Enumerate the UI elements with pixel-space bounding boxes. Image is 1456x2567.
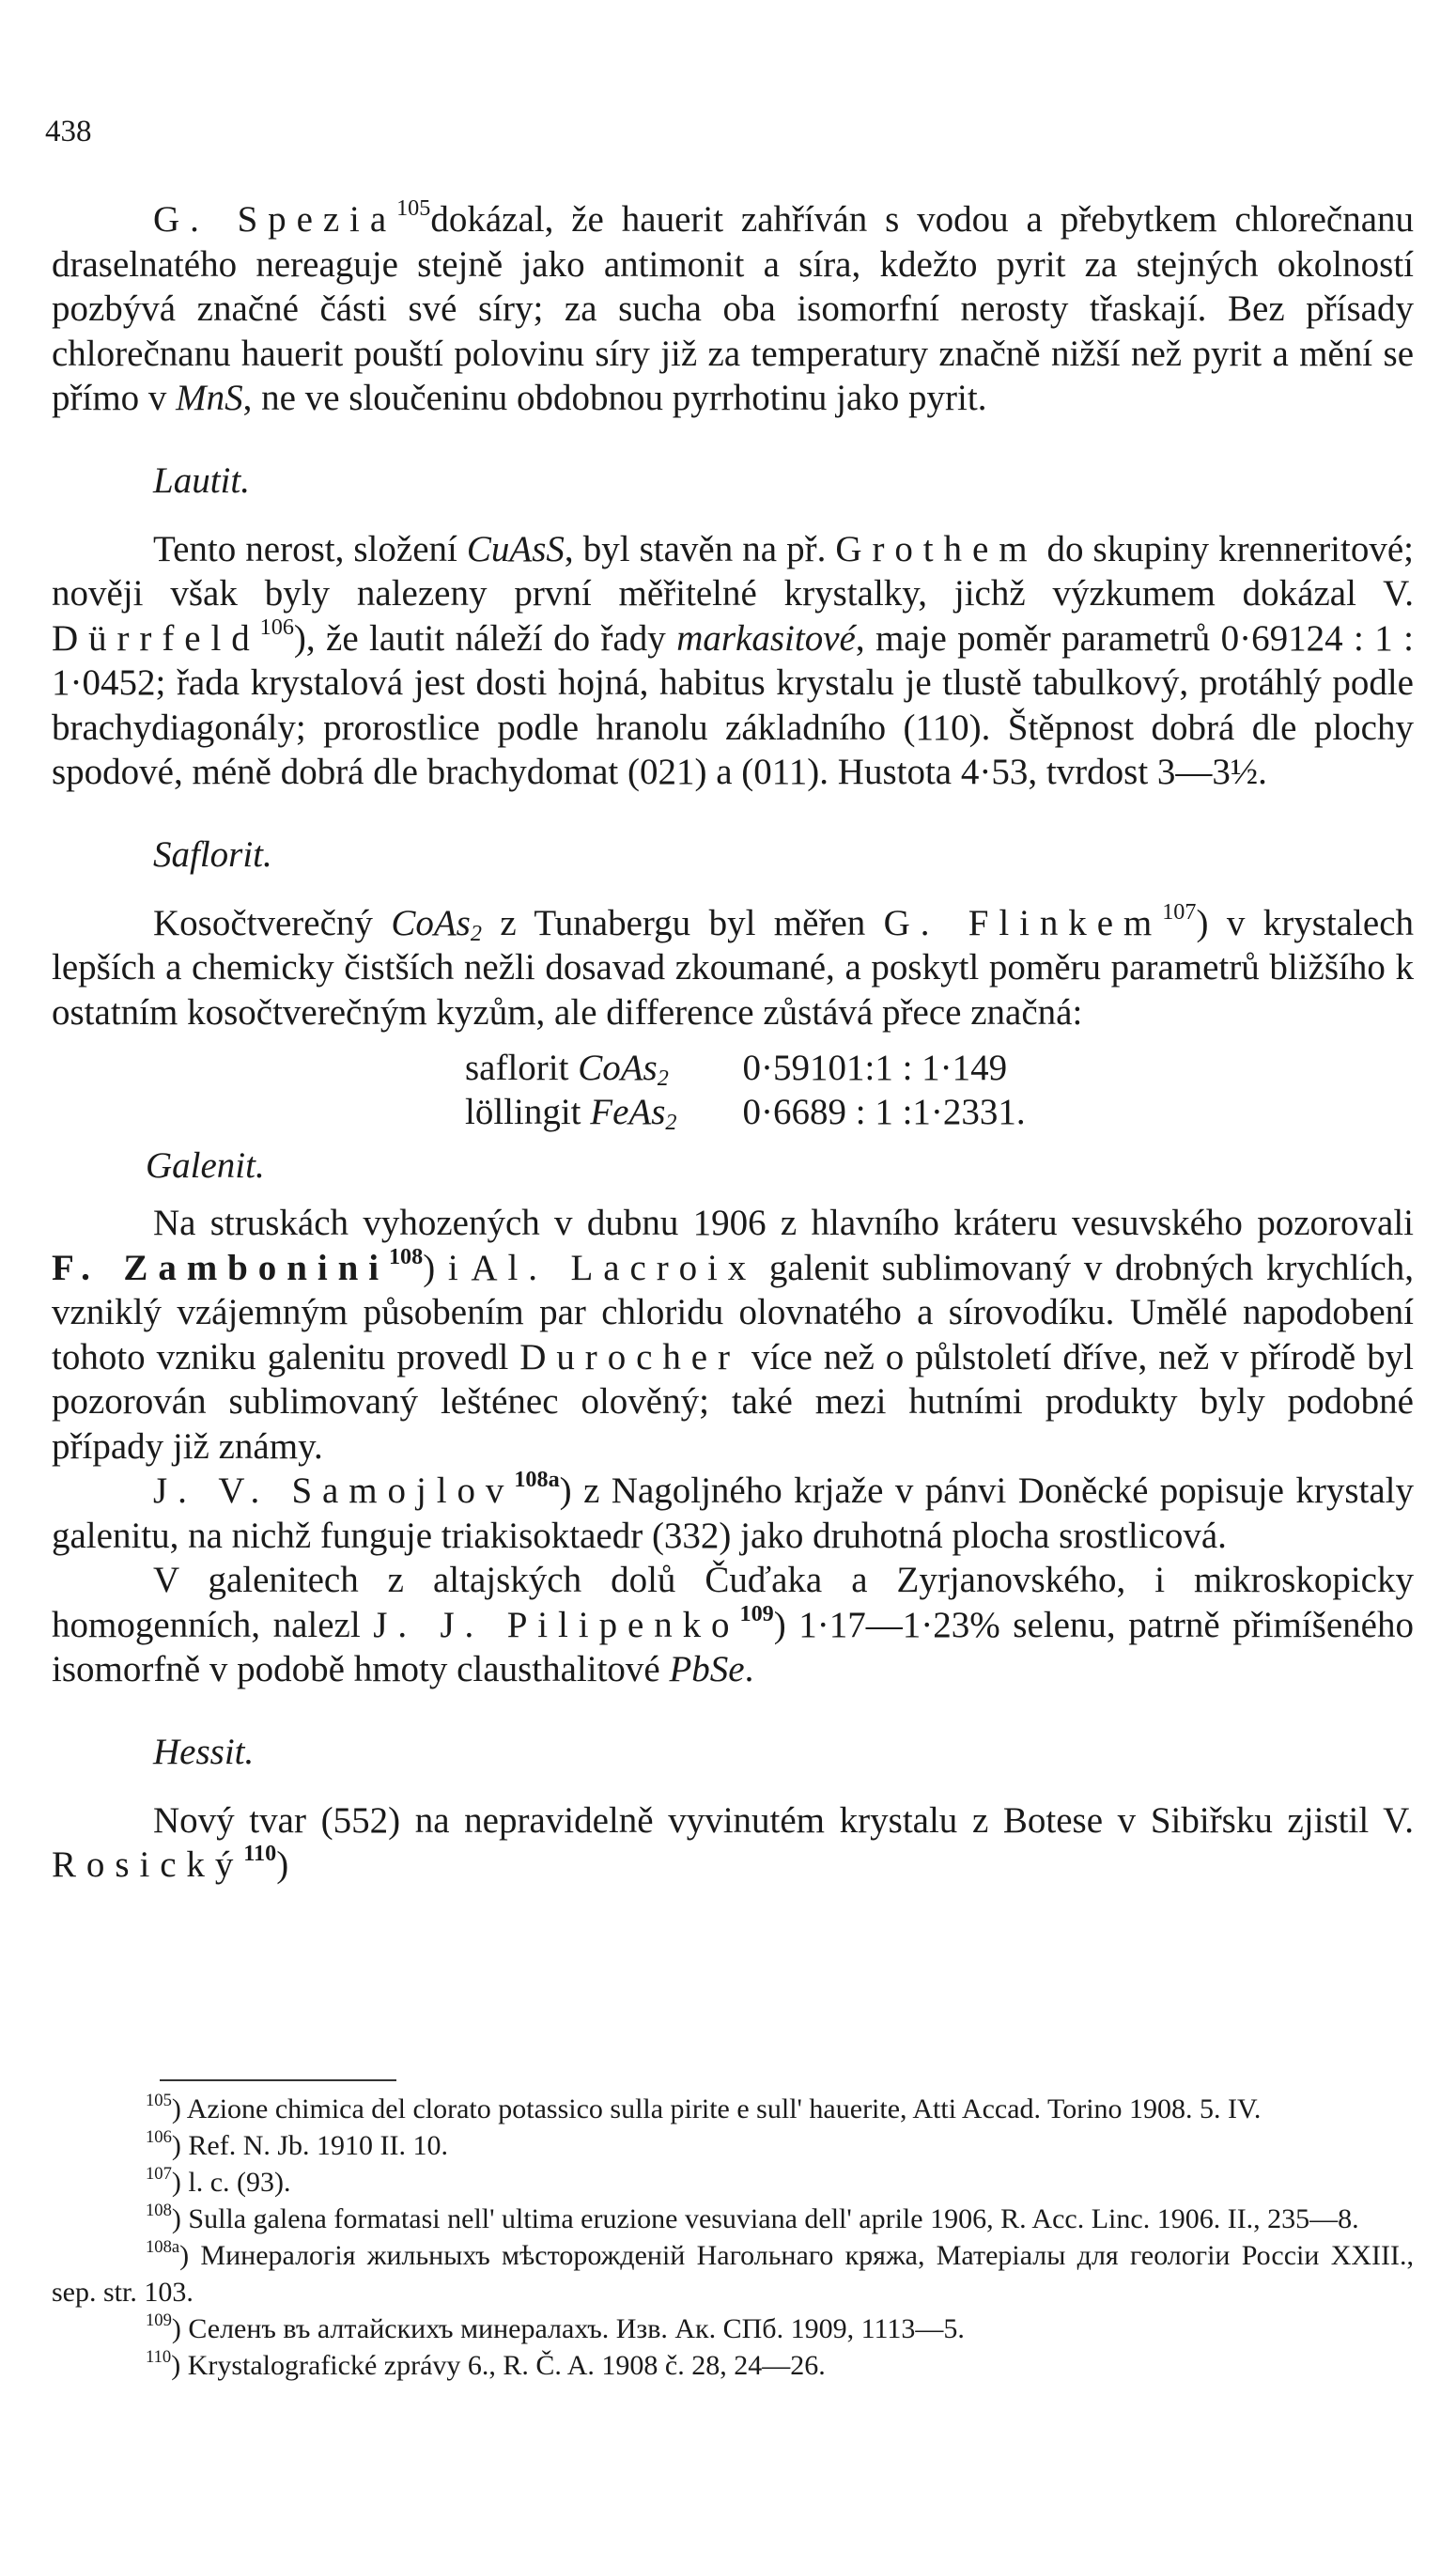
- footnote: $^{108a}$) Минералогія жильныхъ мѣсторожденій Нагольнаго кряжа, Матеріалы для геологіи Россіи XXIII., sep. str. 103.: [52, 2236, 1414, 2308]
- author-rosicky: Rosický: [52, 1844, 244, 1885]
- paragraph-galenit-1: [52, 1201, 1414, 1469]
- author-pilipenko: J. J. Pilipenko: [373, 1604, 740, 1645]
- author-lacroix: Al. Lacroix: [471, 1247, 757, 1288]
- text: do skupiny krenneritové; nověji však byly nalezeny první měřitelné krystalky, jichž výzkumem dokázal V.: [52, 528, 1414, 614]
- table-row: [465, 1046, 1026, 1090]
- text: , byl stavěn na př.: [564, 528, 836, 569]
- text: Kosočtverečný: [153, 902, 392, 943]
- footnote-ref: 108: [388, 1243, 424, 1269]
- main-text: [52, 197, 1414, 1888]
- paragraph-lautit: [52, 527, 1414, 795]
- author-zambonini: F. Zambonini: [52, 1247, 389, 1288]
- page-number: 438: [45, 115, 92, 148]
- paragraph-hessit: [52, 1798, 1414, 1888]
- formula: CoAs$_2$: [391, 902, 482, 946]
- paragraph-galenit-3: [52, 1558, 1414, 1692]
- author-samojlov: J. V. Samojlov: [153, 1470, 515, 1511]
- text: Tento nerost, složení: [153, 528, 467, 569]
- section-heading-galenit: Galenit.: [146, 1145, 265, 1186]
- section-heading-saflorit: Saflorit.: [153, 833, 272, 875]
- footnote: $^{108}$) Sulla galena formatasi nell' ultima eruzione vesuviana dell' aprile 1906, R. Acc. Linc. 1906. II., 235—8.: [146, 2200, 1359, 2234]
- text: ) i: [423, 1247, 472, 1288]
- footnotes: [52, 2091, 1414, 2384]
- author-spezia: G. Spezia: [153, 199, 397, 240]
- footnote: $^{105}$) Azione chimica del clorato potassico sulla pirite e sull' hauerite, Atti Accad. Torino 1908. 5. IV.: [146, 2090, 1262, 2124]
- text: ) 1·17—1·23% selenu, patrně přimíšeného isomorfně v podobě hmoty clausthalitové: [52, 1604, 1414, 1689]
- footnote-ref: 108a: [514, 1467, 560, 1493]
- paragraph-galenit-2: [52, 1469, 1414, 1558]
- section-heading-hessit: Hessit.: [153, 1731, 255, 1772]
- formula: MnS: [176, 378, 243, 418]
- text: ) v krystalech lepších a chemicky čistších nežli dosavad zkoumané, a poskytl poměru parametrů bližšího k ostatním kosočtverečným kyzům, ale difference zůstává přece značná:: [52, 902, 1415, 1033]
- footnote-ref: 110: [243, 1841, 277, 1867]
- text: ): [276, 1844, 289, 1885]
- footnote-ref: 106: [259, 614, 294, 640]
- paragraph-spezia: [52, 197, 1414, 421]
- text: , maje poměr parametrů 0·69124 : 1 : 1·0452; řada krystalová jest dosti hojná, habitus krystalu je tlustě tabulkový, protáhlý podle brachydiagonály; prorostlice podle hranolu základního (110). Štěpnost dobrá dle plochy spodové, méně dobrá dle brachydomat (021) a (011). Hustota 4·53, tvrdost 3—3½.: [52, 617, 1414, 792]
- formula: PbSe: [669, 1649, 745, 1689]
- text: , ne ve sloučeninu obdobnou pyrrhotinu jako pyrit.: [242, 378, 987, 418]
- mineral-name: löllingit FeAs$_2$: [465, 1092, 677, 1136]
- author-flink: G. Flinkem: [883, 902, 1163, 943]
- text: dokázal, že hauerit zahříván s vodou a přebytkem chlorečnanu draselnatého nereaguje stejně jako antimonit a síra, kdežto pyrit za stejných okolností pozbývá značné části své síry; za sucha oba isomorfní nerosty třaskají. Bez přísady chlorečnanu hauerit pouští polovinu síry již za temperatury značně nižší než pyrit a mění se přímo v: [52, 199, 1415, 418]
- parameter-value: 0·6689 : 1 :1·2331.: [742, 1092, 1026, 1132]
- footnote: $^{109}$) Селенъ въ алтайскихъ минералахъ. Изв. Ак. СПб. 1909, 1113—5.: [146, 2310, 965, 2344]
- footnote-divider: [160, 2079, 396, 2081]
- text: ), že lautit náleží do řady: [293, 617, 677, 659]
- footnote: $^{110}$) Krystalografické zprávy 6., R. Č. A. 1908 č. 28, 24—26.: [146, 2346, 826, 2381]
- text: více než o půlstoletí dříve, než v přírodě byl pozorován sublimovaný lešténec olověný; také mezi hutními produkty byly podobné případy již známy.: [52, 1336, 1414, 1467]
- parameter-value: 0·59101:1 : 1·149: [742, 1048, 1008, 1088]
- footnote-ref: 105: [396, 195, 431, 222]
- table-row: [465, 1090, 1026, 1134]
- author-durocher: Durocher: [519, 1336, 740, 1377]
- text: Na struskách vyhozených v dubnu 1906 z hlavního kráteru vesuvského pozorovali: [153, 1203, 1414, 1243]
- paragraph-saflorit: [52, 898, 1415, 1035]
- text: Nový tvar (552) na nepravidelně vyvinutém krystalu z Botese v Sibiřsku zjistil V.: [153, 1799, 1414, 1841]
- footnote-ref: 109: [739, 1600, 774, 1626]
- footnote-ref: 107: [1162, 898, 1197, 925]
- parameter-table: [465, 1046, 1026, 1134]
- section-heading-lautit: Lautit.: [153, 459, 250, 501]
- text: ) z Nagoljného krjaže v pánvi Doněcké popisuje krystaly galenitu, na nichž funguje triakisoktaedr (332) jako druhotná plocha srostlicová.: [52, 1470, 1414, 1556]
- text: .: [744, 1649, 754, 1689]
- author-groth: Grothem: [835, 528, 1038, 569]
- footnote: $^{106}$) Ref. N. Jb. 1910 II. 10.: [146, 2126, 449, 2161]
- text: z Tunabergu byl měřen: [481, 902, 884, 943]
- emphasis: markasitové: [676, 617, 856, 659]
- formula: CuAsS: [466, 528, 565, 569]
- mineral-name: saflorit CoAs$_2$: [465, 1048, 669, 1092]
- author-durrfeld: Dürrfeld: [52, 617, 260, 659]
- footnote: $^{107}$) l. c. (93).: [146, 2163, 291, 2198]
- text: galenit sublimovaný v drobných krychlích, vzniklý vzájemným působením par chloridu olovnatého a sírovodíku. Umělé napodobení tohoto vzniku galenitu provedl: [52, 1247, 1414, 1377]
- text: V galenitech z altajských dolů Čuďaka a Zyrjanovského, i mikroskopicky homogenních, nalezl: [52, 1560, 1414, 1645]
